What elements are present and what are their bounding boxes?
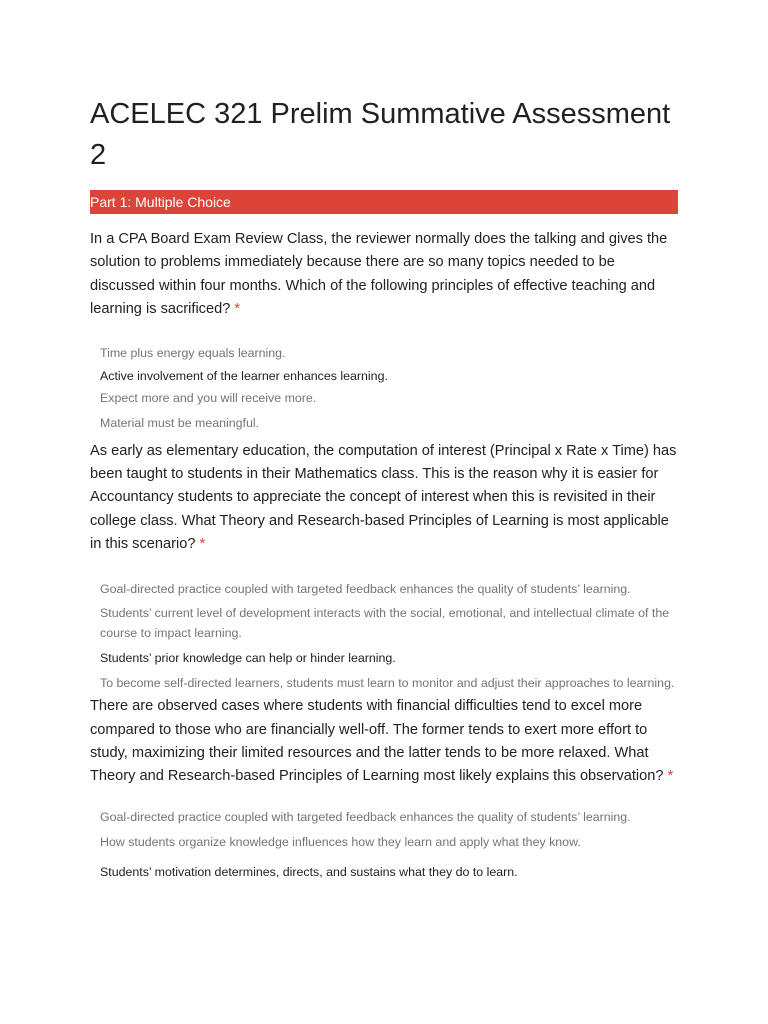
q1-option-4[interactable]: Material must be meaningful. xyxy=(100,416,260,431)
question-2-options xyxy=(90,580,678,694)
q3-option-2[interactable]: How students organize knowledge influences how they learn and apply what they know. xyxy=(100,835,581,850)
q1-option-3[interactable]: Expect more and you will receive more. xyxy=(100,390,317,405)
q2-option-4[interactable]: To become self-directed learners, students must learn to monitor and adjust their approaches to learning. xyxy=(100,675,675,690)
question-3-text: There are observed cases where students with financial difficulties tend to excel more compared to those who are financially well-off. The former tends to exert more effort to study, maximizing their limited resources and the latter tends to be more relaxed. What Theory and Research-based Principles of Learning most likely explains this observation? xyxy=(90,698,664,785)
required-marker: * xyxy=(199,536,206,553)
q2-option-3-selected[interactable]: Students’ prior knowledge can help or hinder learning. xyxy=(100,651,396,666)
question-3-options xyxy=(90,808,678,883)
question-1-options xyxy=(90,344,678,434)
section-header: Part 1: Multiple Choice xyxy=(90,190,678,214)
question-2 xyxy=(90,440,678,557)
question-1 xyxy=(90,228,678,322)
q1-option-2-selected[interactable]: Active involvement of the learner enhances learning. xyxy=(100,369,388,384)
required-marker: * xyxy=(234,301,241,318)
q3-option-1[interactable]: Goal-directed practice coupled with targeted feedback enhances the quality of students’ learning. xyxy=(100,809,631,824)
question-1-text: In a CPA Board Exam Review Class, the reviewer normally does the talking and gives the solution to problems immediately because there are so many topics needed to be discussed within four months. Which of the following principles of effective teaching and learning is sacrificed? xyxy=(90,231,668,318)
question-2-text: As early as elementary education, the computation of interest (Principal x Rate x Time) has been taught to students in their Mathematics class. This is the reason why it is easier for Accountancy students to appreciate the concept of interest when this is revisited in their college class. What Theory and Research-based Principles of Learning is most applicable in this scenario? xyxy=(90,442,677,553)
question-3 xyxy=(90,695,678,789)
q2-option-2[interactable]: Students’ current level of development interacts with the social, emotional, and intellectual climate of the course to impact learning. xyxy=(100,606,670,640)
q2-option-1[interactable]: Goal-directed practice coupled with targeted feedback enhances the quality of students’ learning. xyxy=(100,581,631,596)
assessment-document xyxy=(90,0,678,882)
page-title: ACELEC 321 Prelim Summative Assessment 2 xyxy=(90,98,671,171)
required-marker: * xyxy=(667,768,674,785)
q1-option-1[interactable]: Time plus energy equals learning. xyxy=(100,345,286,360)
q3-option-3-selected[interactable]: Students’ motivation determines, directs, and sustains what they do to learn. xyxy=(100,864,518,879)
